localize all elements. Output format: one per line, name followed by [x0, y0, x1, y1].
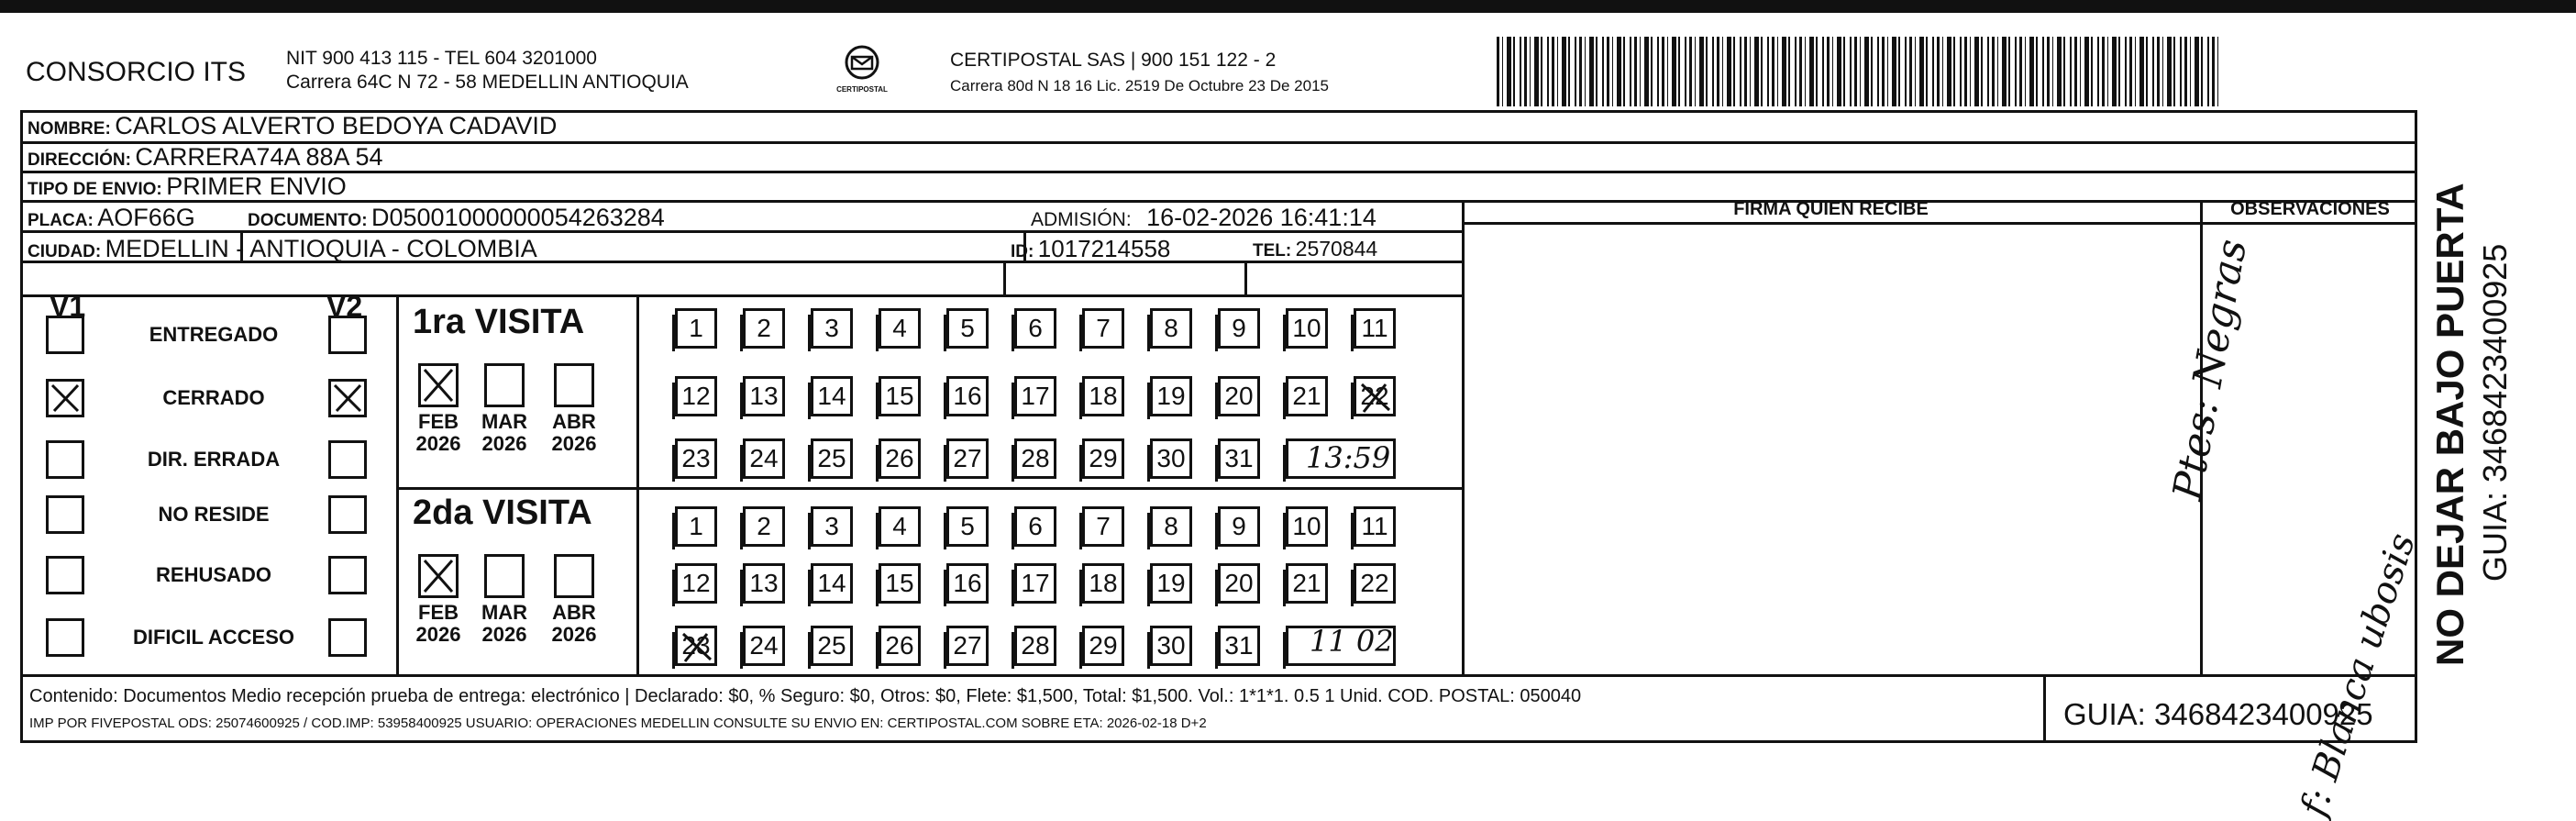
- tipo-label: TIPO DE ENVIO:: [28, 180, 162, 199]
- month-checkbox[interactable]: [418, 554, 459, 598]
- ciudad-value: MEDELLIN - ANTIOQUIA - COLOMBIA: [105, 235, 537, 262]
- courier-license: Carrera 80d N 18 16 Lic. 2519 De Octubre 23 De 2015: [950, 77, 1329, 94]
- month-name: FEB: [418, 601, 459, 624]
- direccion-value: CARRERA74A 88A 54: [135, 143, 383, 171]
- status-v1-checkbox[interactable]: [46, 556, 84, 594]
- direccion-label: DIRECCIÓN:: [28, 150, 131, 170]
- day-checkbox[interactable]: 5: [946, 308, 989, 349]
- tipo-value: PRIMER ENVIO: [166, 172, 347, 200]
- status-v1-checkbox[interactable]: [46, 316, 84, 354]
- month-year: 2026: [415, 623, 461, 646]
- month-label: [542, 411, 606, 455]
- month-year: 2026: [551, 623, 597, 646]
- check-mark-icon: [49, 382, 82, 415]
- day-checkbox[interactable]: 13: [743, 563, 785, 604]
- month-label: [472, 602, 536, 646]
- ciudad-row: [28, 235, 537, 263]
- status-v2-checkbox[interactable]: [328, 440, 367, 479]
- status-v1-checkbox[interactable]: [46, 495, 84, 534]
- month-name: MAR: [481, 601, 528, 624]
- company-name: CONSORCIO ITS: [26, 57, 247, 87]
- day-checkbox[interactable]: 10: [1286, 308, 1328, 349]
- time-first-handwritten: 13:59: [1306, 440, 1391, 475]
- month-year: 2026: [551, 432, 597, 455]
- nombre-row: [28, 112, 557, 140]
- id-value: 1017214558: [1037, 235, 1171, 262]
- day-checkbox[interactable]: 17: [1014, 376, 1056, 416]
- day-checkbox[interactable]: 7: [1082, 308, 1124, 349]
- status-v1-checkbox[interactable]: [46, 618, 84, 657]
- month-name: MAR: [481, 410, 528, 433]
- day-checkbox[interactable]: 3: [811, 308, 853, 349]
- placa-row: [28, 204, 195, 232]
- documento-label: DOCUMENTO:: [248, 211, 368, 230]
- side-guia: GUIA: 3468423400925: [2476, 243, 2514, 582]
- status-v2-checkbox[interactable]: [328, 316, 367, 354]
- day-checkbox[interactable]: 28: [1014, 438, 1056, 479]
- firma-header: FIRMA QUIEN RECIBE: [1733, 199, 1929, 219]
- day-checkbox[interactable]: 16: [946, 376, 989, 416]
- day-checkbox[interactable]: 31: [1218, 626, 1260, 666]
- day-checkbox[interactable]: 7: [1082, 506, 1124, 547]
- status-label: CERRADO: [162, 386, 265, 409]
- status-label: ENTREGADO: [149, 323, 279, 346]
- day-checkbox[interactable]: 12: [675, 563, 717, 604]
- day-checkbox[interactable]: 12: [675, 376, 717, 416]
- check-mark-icon: [421, 366, 456, 405]
- day-checkbox[interactable]: 29: [1082, 438, 1124, 479]
- day-checkbox[interactable]: 16: [946, 563, 989, 604]
- status-v1-checkbox[interactable]: [46, 379, 84, 417]
- id-label: ID:: [1011, 242, 1034, 261]
- observaciones-header: OBSERVACIONES: [2230, 199, 2390, 219]
- time-second-handwritten: 11 02: [1310, 624, 1394, 659]
- id-row: [1011, 235, 1170, 263]
- check-mark-icon: [331, 382, 364, 415]
- check-mark-icon: [1358, 381, 1393, 414]
- check-mark-icon: [680, 630, 714, 663]
- day-checkbox[interactable]: 19: [1150, 376, 1192, 416]
- direccion-row: [28, 143, 383, 172]
- v1-header: V1: [50, 290, 86, 323]
- day-checkbox[interactable]: 22: [1354, 376, 1396, 416]
- day-checkbox[interactable]: 2: [743, 506, 785, 547]
- day-checkbox[interactable]: 11: [1354, 308, 1396, 349]
- status-v1-checkbox[interactable]: [46, 440, 84, 479]
- tipo-row: [28, 172, 347, 201]
- day-checkbox[interactable]: 23: [675, 626, 717, 666]
- first-visit-title: 1ra VISITA: [413, 303, 585, 341]
- day-checkbox[interactable]: 8: [1150, 506, 1192, 547]
- day-checkbox[interactable]: 6: [1014, 506, 1056, 547]
- day-checkbox[interactable]: 4: [879, 506, 921, 547]
- day-checkbox[interactable]: 15: [879, 563, 921, 604]
- admision-label: ADMISIÓN:: [1031, 209, 1132, 230]
- month-checkbox[interactable]: [484, 554, 525, 598]
- tel-value: 2570844: [1295, 237, 1378, 261]
- admision-value: 16-02-2026 16:41:14: [1146, 204, 1376, 231]
- month-name: ABR: [552, 410, 596, 433]
- admision-row: [1031, 204, 1376, 232]
- company-nit: NIT 900 413 115 - TEL 604 3201000: [286, 48, 597, 69]
- status-v2-checkbox[interactable]: [328, 379, 367, 417]
- company-address: Carrera 64C N 72 - 58 MEDELLIN ANTIOQUIA: [286, 72, 689, 93]
- day-checkbox[interactable]: 24: [743, 626, 785, 666]
- day-checkbox[interactable]: 25: [811, 438, 853, 479]
- month-label: [406, 602, 470, 646]
- day-checkbox[interactable]: 1: [675, 308, 717, 349]
- day-checkbox[interactable]: 18: [1082, 563, 1124, 604]
- month-checkbox[interactable]: [554, 554, 594, 598]
- status-label: NO RESIDE: [158, 503, 270, 526]
- day-checkbox[interactable]: 29: [1082, 626, 1124, 666]
- placa-value: AOF66G: [97, 204, 195, 231]
- day-checkbox[interactable]: 27: [946, 438, 989, 479]
- status-v2-checkbox[interactable]: [328, 556, 367, 594]
- documento-value: D05001000000054263284: [371, 204, 665, 231]
- envelope-icon: [844, 44, 880, 81]
- side-warning: NO DEJAR BAJO PUERTA: [2428, 183, 2471, 666]
- day-checkbox[interactable]: 31: [1218, 438, 1260, 479]
- month-checkbox[interactable]: [484, 363, 525, 407]
- status-v2-checkbox[interactable]: [328, 618, 367, 657]
- nombre-value: CARLOS ALVERTO BEDOYA CADAVID: [115, 112, 558, 139]
- status-v2-checkbox[interactable]: [328, 495, 367, 534]
- day-checkbox[interactable]: 14: [811, 376, 853, 416]
- month-year: 2026: [481, 623, 527, 646]
- day-checkbox[interactable]: 11: [1354, 506, 1396, 547]
- month-checkbox[interactable]: [554, 363, 594, 407]
- day-checkbox[interactable]: 6: [1014, 308, 1056, 349]
- day-checkbox[interactable]: 9: [1218, 308, 1260, 349]
- day-checkbox[interactable]: 9: [1218, 506, 1260, 547]
- day-checkbox[interactable]: 25: [811, 626, 853, 666]
- status-label: DIFICIL ACCESO: [132, 626, 294, 649]
- day-checkbox[interactable]: 5: [946, 506, 989, 547]
- day-checkbox[interactable]: 27: [946, 626, 989, 666]
- day-checkbox[interactable]: 14: [811, 563, 853, 604]
- month-year: 2026: [415, 432, 461, 455]
- day-checkbox[interactable]: 26: [879, 626, 921, 666]
- check-mark-icon: [421, 557, 456, 595]
- day-checkbox[interactable]: 30: [1150, 626, 1192, 666]
- certipostal-logo: [833, 44, 891, 105]
- documento-row: [248, 204, 665, 232]
- status-label: REHUSADO: [156, 563, 271, 586]
- status-label: DIR. ERRADA: [147, 448, 281, 471]
- tel-row: [1253, 237, 1377, 261]
- day-checkbox[interactable]: 1: [675, 506, 717, 547]
- day-checkbox[interactable]: 4: [879, 308, 921, 349]
- observacion-note-1: Ptes: Negras: [2164, 236, 2257, 504]
- month-name: FEB: [418, 410, 459, 433]
- barcode: [1497, 37, 2221, 106]
- day-checkbox[interactable]: 20: [1218, 376, 1260, 416]
- day-checkbox[interactable]: 2: [743, 308, 785, 349]
- observacion-note-2: f: Blanca ubosis: [2292, 527, 2424, 821]
- day-checkbox[interactable]: 21: [1286, 563, 1328, 604]
- day-checkbox[interactable]: 23: [675, 438, 717, 479]
- day-checkbox[interactable]: 3: [811, 506, 853, 547]
- day-checkbox[interactable]: 30: [1150, 438, 1192, 479]
- month-label: [542, 602, 606, 646]
- day-checkbox[interactable]: 8: [1150, 308, 1192, 349]
- ciudad-label: CIUDAD:: [28, 242, 102, 261]
- placa-label: PLACA:: [28, 211, 94, 230]
- month-label: [406, 411, 470, 455]
- courier-info: CERTIPOSTAL SAS | 900 151 122 - 2: [950, 50, 1277, 71]
- nombre-label: NOMBRE:: [28, 119, 111, 139]
- month-name: ABR: [552, 601, 596, 624]
- footer-content: Contenido: Documentos Medio recepción prueba de entrega: electrónico | Declarado: $0, % Seguro: $0, Otros: $0, Flete: $1,500, Total: $1,500. Vol.: 1*1*1. 0.5 1 Unid. COD. POSTAL: 050040: [29, 686, 1582, 706]
- day-checkbox[interactable]: 20: [1218, 563, 1260, 604]
- day-checkbox[interactable]: 17: [1014, 563, 1056, 604]
- logo-text: CERTIPOSTAL: [836, 85, 888, 94]
- month-label: [472, 411, 536, 455]
- month-checkbox[interactable]: [418, 363, 459, 407]
- day-checkbox[interactable]: 15: [879, 376, 921, 416]
- footer-imp: IMP POR FIVEPOSTAL ODS: 25074600925 / COD.IMP: 53958400925 USUARIO: OPERACIONES MEDELLIN CONSULTE SU ENVIO EN: CERTIPOSTAL.COM SOBRE ETA: 2026-02-18 D+2: [29, 716, 1207, 731]
- day-checkbox[interactable]: 13: [743, 376, 785, 416]
- day-checkbox[interactable]: 28: [1014, 626, 1056, 666]
- day-checkbox[interactable]: 22: [1354, 563, 1396, 604]
- day-checkbox[interactable]: 21: [1286, 376, 1328, 416]
- month-year: 2026: [481, 432, 527, 455]
- day-checkbox[interactable]: 26: [879, 438, 921, 479]
- day-checkbox[interactable]: 24: [743, 438, 785, 479]
- day-checkbox[interactable]: 19: [1150, 563, 1192, 604]
- day-checkbox[interactable]: 18: [1082, 376, 1124, 416]
- second-visit-title: 2da VISITA: [413, 494, 592, 532]
- top-border: [0, 0, 2576, 13]
- footer-guia: GUIA: 3468423400925: [2063, 697, 2373, 731]
- v2-header: V2: [326, 290, 363, 323]
- tel-label: TEL:: [1253, 241, 1292, 261]
- day-checkbox[interactable]: 10: [1286, 506, 1328, 547]
